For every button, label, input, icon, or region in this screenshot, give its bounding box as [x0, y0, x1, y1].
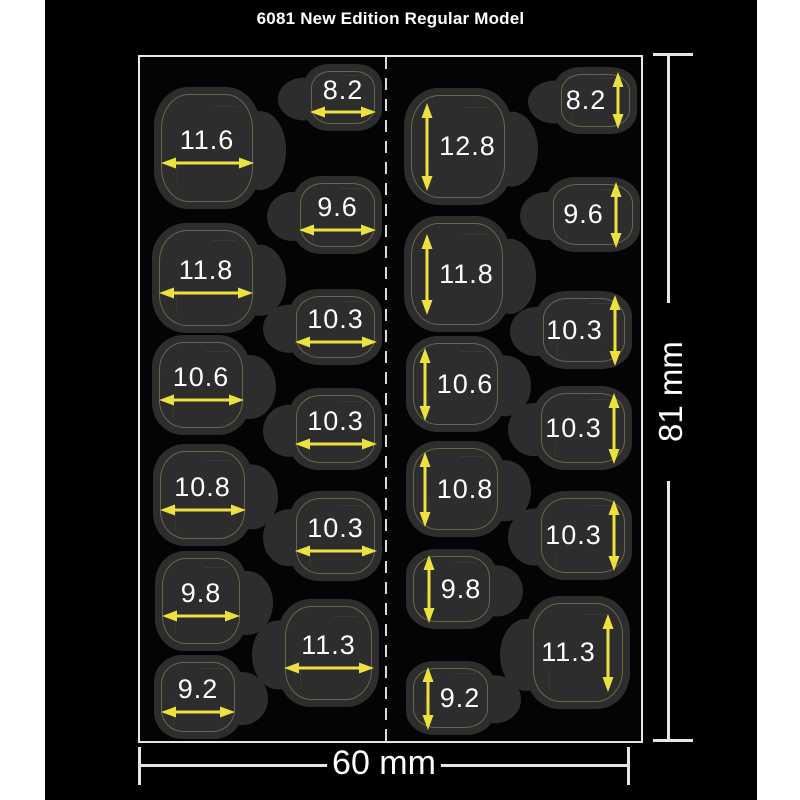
- measure-arrow-horizontal-icon: [310, 105, 376, 119]
- dimension-tick: [627, 747, 630, 785]
- measure-arrow-vertical-icon: [611, 72, 625, 129]
- center-fold-dashed-line: [385, 57, 387, 741]
- pad-content: [554, 67, 637, 134]
- measure-arrow-vertical-icon: [421, 667, 435, 730]
- pad-size-label: 10.3: [307, 406, 364, 437]
- pad-content: [534, 491, 632, 580]
- width-dimension: [138, 744, 630, 785]
- measure-arrow-vertical-icon: [607, 393, 621, 464]
- nail-pad: [289, 491, 382, 581]
- pad-size-label: 9.2: [177, 674, 219, 705]
- pad-size-label: 11.3: [301, 630, 356, 661]
- pad-size-label: 8.2: [322, 74, 364, 105]
- measure-arrow-vertical-icon: [609, 182, 623, 248]
- nail-pad: [293, 176, 382, 254]
- dimension-tick: [653, 53, 693, 56]
- dimension-tick: [653, 739, 693, 742]
- pad-content: [278, 599, 379, 707]
- page-title: 6081 New Edition Regular Model: [256, 9, 525, 28]
- pad-content: [289, 491, 382, 581]
- nail-pad: [289, 289, 382, 365]
- pad-content: [153, 444, 252, 546]
- pad-content: [154, 655, 242, 739]
- height-dimension-label: 81 mm: [652, 341, 689, 443]
- pad-content: [155, 551, 247, 651]
- nail-pad: [534, 491, 632, 580]
- pad-size-label: 11.8: [439, 258, 494, 289]
- height-dimension: [651, 53, 695, 743]
- measure-arrow-vertical-icon: [420, 103, 434, 191]
- pad-size-label: 10.3: [307, 304, 364, 335]
- nail-pad: [406, 661, 495, 735]
- pad-size-label: 10.8: [436, 473, 494, 504]
- measure-arrow-vertical-icon: [607, 500, 621, 571]
- pad-content: [293, 176, 382, 254]
- measure-arrow-vertical-icon: [420, 234, 434, 315]
- nail-pad: [289, 388, 382, 470]
- pad-size-label: 11.3: [541, 637, 596, 668]
- measure-arrow-vertical-icon: [422, 555, 436, 623]
- nail-pad: [155, 551, 247, 651]
- pad-content: [152, 335, 250, 435]
- pad-size-label: 10.3: [546, 314, 603, 345]
- nail-pad: [406, 336, 505, 432]
- width-dimension-label: 60 mm: [332, 744, 436, 782]
- sticker-sheet: [138, 55, 643, 743]
- pad-content: [289, 388, 382, 470]
- nail-pad: [526, 596, 630, 709]
- nail-pad: [406, 441, 505, 537]
- nail-pad: [406, 549, 497, 629]
- pad-content: [546, 177, 640, 252]
- measure-arrow-vertical-icon: [608, 295, 622, 366]
- measure-arrow-horizontal-icon: [159, 393, 244, 407]
- pad-size-label: 9.6: [317, 192, 358, 223]
- measure-arrow-horizontal-icon: [295, 335, 377, 349]
- pad-content: [536, 291, 632, 369]
- pad-content: [154, 87, 260, 209]
- measure-arrow-horizontal-icon: [299, 223, 376, 237]
- pad-content: [304, 64, 382, 131]
- pad-size-label: 8.2: [565, 85, 607, 116]
- pad-content: [406, 661, 495, 735]
- nail-pad: [278, 599, 379, 707]
- nail-pad: [152, 335, 250, 435]
- nail-pad: [152, 223, 260, 333]
- pad-size-label: 10.8: [174, 472, 231, 503]
- pad-size-label: 10.3: [545, 412, 602, 443]
- measure-arrow-vertical-icon: [418, 348, 432, 421]
- measure-arrow-vertical-icon: [601, 614, 615, 692]
- pad-size-label: 9.6: [563, 199, 604, 230]
- pad-content: [406, 549, 497, 629]
- measure-arrow-horizontal-icon: [161, 156, 254, 170]
- pad-content: [152, 223, 260, 333]
- pad-content: [406, 441, 505, 537]
- pad-content: [406, 336, 505, 432]
- pad-content: [289, 289, 382, 365]
- page-margin-right: [757, 0, 800, 800]
- pad-content: [526, 596, 630, 709]
- nail-pad: [154, 87, 260, 209]
- pad-size-label: 10.3: [545, 520, 602, 551]
- pad-content: [534, 386, 632, 470]
- pad-size-label: 12.8: [439, 131, 496, 162]
- page-margin-left: [0, 0, 45, 800]
- measure-arrow-horizontal-icon: [161, 705, 235, 719]
- measure-arrow-horizontal-icon: [159, 286, 253, 300]
- dimension-line: [441, 764, 627, 767]
- pad-size-label: 10.3: [307, 513, 364, 544]
- measure-arrow-vertical-icon: [418, 452, 432, 527]
- nail-pad: [153, 444, 252, 546]
- pad-content: [404, 88, 512, 205]
- dimension-line: [667, 481, 670, 739]
- pad-size-label: 9.8: [440, 573, 482, 604]
- pad-size-label: 9.8: [180, 578, 222, 609]
- nail-pad: [154, 655, 242, 739]
- pad-size-label: 11.6: [179, 125, 235, 156]
- nail-pad: [534, 386, 632, 470]
- pad-size-label: 11.8: [178, 255, 234, 286]
- measure-arrow-horizontal-icon: [162, 609, 240, 623]
- pad-content: [404, 216, 510, 332]
- nail-pad: [546, 177, 640, 252]
- pad-size-label: 9.2: [439, 682, 481, 713]
- nail-pad: [404, 88, 512, 205]
- nail-pad: [304, 64, 382, 131]
- pad-size-label: 10.6: [172, 362, 230, 393]
- dimension-line: [667, 56, 670, 303]
- nail-pad: [554, 67, 637, 134]
- measure-arrow-horizontal-icon: [295, 544, 377, 558]
- measure-arrow-horizontal-icon: [284, 661, 374, 675]
- measure-arrow-horizontal-icon: [160, 503, 246, 517]
- nail-pad: [536, 291, 632, 369]
- pad-size-label: 10.6: [436, 368, 494, 399]
- measure-arrow-horizontal-icon: [295, 437, 377, 451]
- nail-pad: [404, 216, 510, 332]
